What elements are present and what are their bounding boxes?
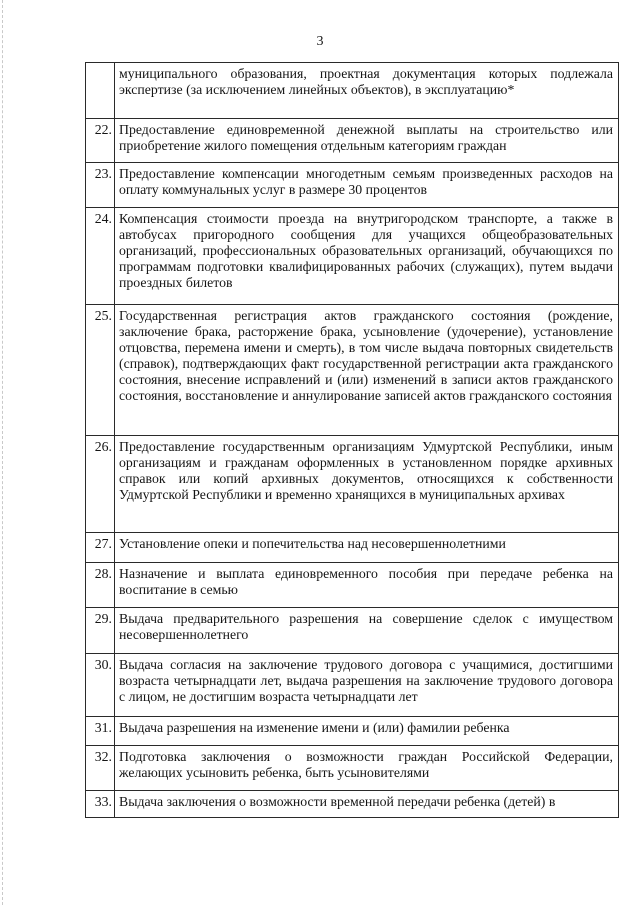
row-number: 30. [86, 654, 115, 717]
table-row [86, 63, 619, 119]
row-text-content: Предоставление государственным организациям Удмуртской Республики, иным организациям и гражданам оформленных в установленном порядке архивных справок или копий архивных документов, относящихся к собственности Удмуртской Республики и временно хранящихся в муниципальных архивах [119, 439, 613, 502]
table-row [86, 208, 619, 305]
row-text-content: Выдача согласия на заключение трудового договора с учащимися, достигшими возраста четырнадцати лет, выдача разрешения на заключение трудового договора с лицом, не достигшим возраста четырнадцати лет [119, 657, 613, 704]
binding-edge-line [2, 0, 3, 905]
row-text [115, 791, 619, 818]
row-text [115, 305, 619, 436]
table-row [86, 305, 619, 436]
row-text [115, 717, 619, 746]
row-number: 24. [86, 208, 115, 305]
row-number: 25. [86, 305, 115, 436]
row-text-content: Назначение и выплата единовременного пособия при передаче ребенка на воспитание в семью [119, 566, 613, 597]
row-text [115, 63, 619, 119]
row-number: 23. [86, 163, 115, 208]
page-number: 3 [316, 34, 324, 49]
table-row [86, 163, 619, 208]
row-text-content: Государственная регистрация актов гражданского состояния (рождение, заключение брака, расторжение брака, усыновление (удочерение), установление отцовства, перемена имени и смерть), в том числе выдача повторных свидетельств (справок), подтверждающих факт государственной регистрации акта гражданского состояния, внесение исправлений и (или) изменений в записи актов гражданского состояния, восстановление и аннулирование записей актов гражданского состояния [119, 308, 613, 403]
row-number: 29. [86, 608, 115, 654]
table-row [86, 119, 619, 163]
row-text-content: Предоставление компенсации многодетным семьям произведенных расходов на оплату коммунальных услуг в размере 30 процентов [119, 166, 613, 197]
row-text-content: Установление опеки и попечительства над несовершеннолетними [119, 536, 506, 551]
row-text [115, 436, 619, 533]
table-row [86, 746, 619, 791]
row-text [115, 533, 619, 563]
row-number: 28. [86, 563, 115, 608]
row-text-content: Компенсация стоимости проезда на внутригородском транспорте, а также в автобусах пригородного сообщения для учащихся общеобразовательных организаций, профессиональных образовательных организаций, обучающихся по программам подготовки квалифицированных рабочих (служащих), путем выдачи проездных билетов [119, 211, 613, 290]
row-text [115, 654, 619, 717]
services-table [85, 62, 619, 818]
row-text-content: Выдача разрешения на изменение имени и (или) фамилии ребенка [119, 720, 510, 735]
row-number: 32. [86, 746, 115, 791]
row-text [115, 608, 619, 654]
row-number: 26. [86, 436, 115, 533]
row-text [115, 746, 619, 791]
row-text [115, 208, 619, 305]
row-text-content: Выдача предварительного разрешения на совершение сделок с имуществом несовершеннолетнего [119, 611, 613, 642]
row-text-content: Выдача заключения о возможности временной передачи ребенка (детей) в [119, 794, 556, 809]
row-number [86, 63, 115, 119]
table-row [86, 533, 619, 563]
row-number: 27. [86, 533, 115, 563]
row-number: 31. [86, 717, 115, 746]
table-row [86, 563, 619, 608]
row-text [115, 563, 619, 608]
table-row [86, 436, 619, 533]
row-text [115, 119, 619, 163]
row-text-content: муниципального образования, проектная документация которых подлежала экспертизе (за исключением линейных объектов), в эксплуатацию* [119, 66, 613, 97]
table-row [86, 654, 619, 717]
table-row [86, 791, 619, 818]
row-text-content: Подготовка заключения о возможности граждан Российской Федерации, желающих усыновить ребенка, быть усыновителями [119, 749, 613, 780]
row-text [115, 163, 619, 208]
table-row [86, 717, 619, 746]
table-row [86, 608, 619, 654]
row-number: 22. [86, 119, 115, 163]
row-number: 33. [86, 791, 115, 818]
row-text-content: Предоставление единовременной денежной выплаты на строительство или приобретение жилого помещения отдельным категориям граждан [119, 122, 613, 153]
